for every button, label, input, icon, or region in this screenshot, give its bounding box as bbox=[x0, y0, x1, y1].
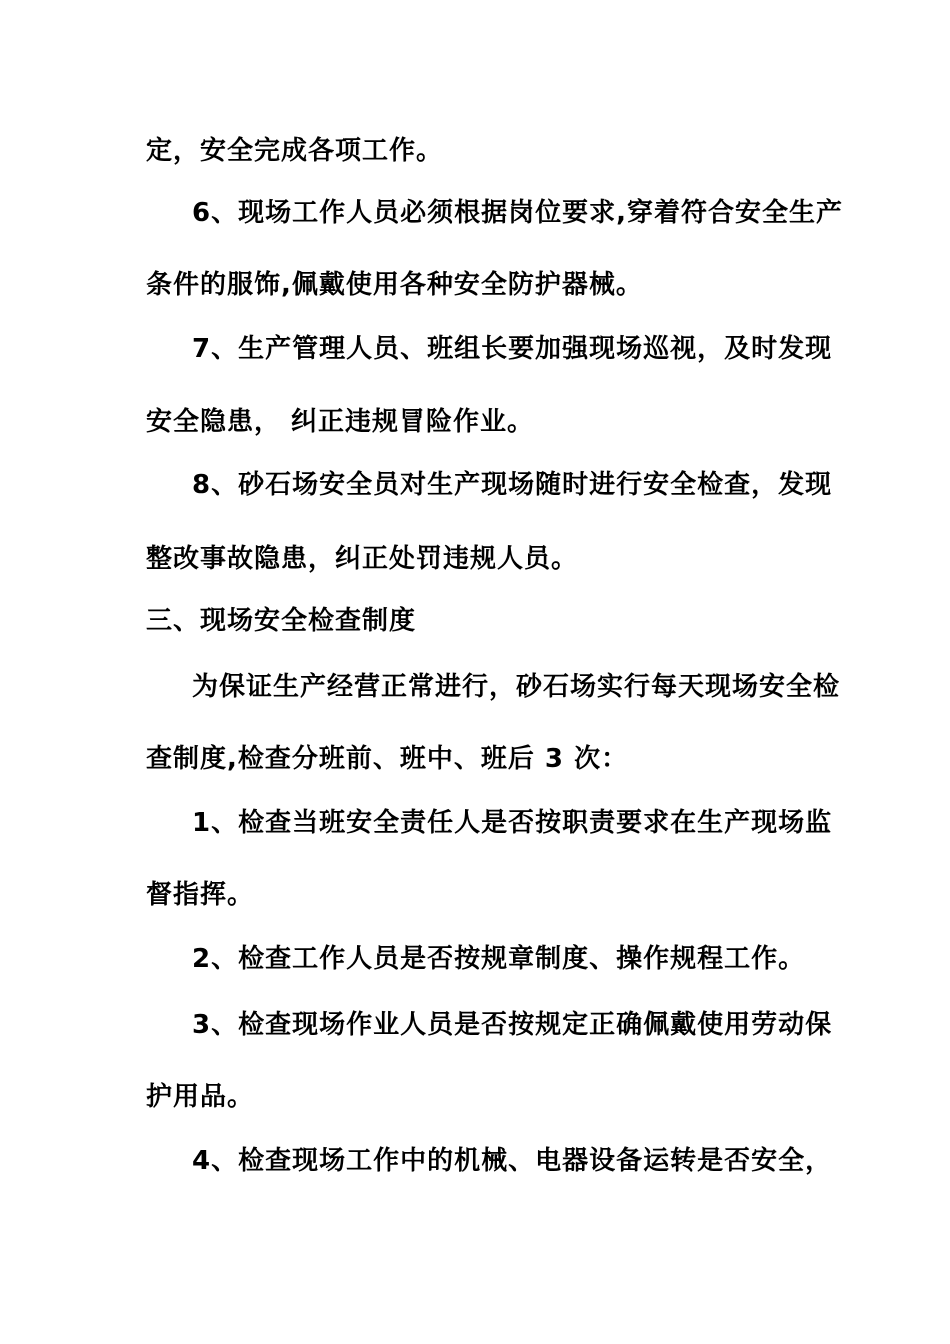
text-line-2: 6、现场工作人员必须根据岗位要求,穿着符合安全生产 bbox=[192, 198, 843, 228]
text-line-13: 2、检查工作人员是否按规章制度、操作规程工作。 bbox=[192, 944, 806, 974]
text-line-15: 护用品。 bbox=[146, 1082, 255, 1112]
text-line-3: 条件的服饰,佩戴使用各种安全防护器械。 bbox=[146, 270, 643, 300]
text-line-6: 8、砂石场安全员对生产现场随时进行安全检查，发现 bbox=[192, 470, 833, 500]
section-heading: 三、现场安全检查制度 bbox=[146, 606, 417, 636]
text-line-7: 整改事故隐患，纠正处罚违规人员。 bbox=[146, 544, 579, 574]
text-line-4: 7、生产管理人员、班组长要加强现场巡视，及时发现 bbox=[192, 334, 833, 364]
text-line-1: 定，安全完成各项工作。 bbox=[146, 136, 444, 166]
text-line-5: 安全隐患， 纠正违规冒险作业。 bbox=[146, 407, 535, 437]
text-line-16: 4、检查现场工作中的机械、电器设备运转是否安全， bbox=[192, 1146, 833, 1176]
text-line-11: 1、检查当班安全责任人是否按职责要求在生产现场监 bbox=[192, 808, 833, 838]
text-line-10: 查制度,检查分班前、班中、班后 3 次： bbox=[146, 744, 629, 774]
text-line-12: 督指挥。 bbox=[146, 880, 255, 910]
text-line-14: 3、检查现场作业人员是否按规定正确佩戴使用劳动保 bbox=[192, 1010, 833, 1040]
text-line-9: 为保证生产经营正常进行，砂石场实行每天现场安全检 bbox=[192, 672, 841, 702]
